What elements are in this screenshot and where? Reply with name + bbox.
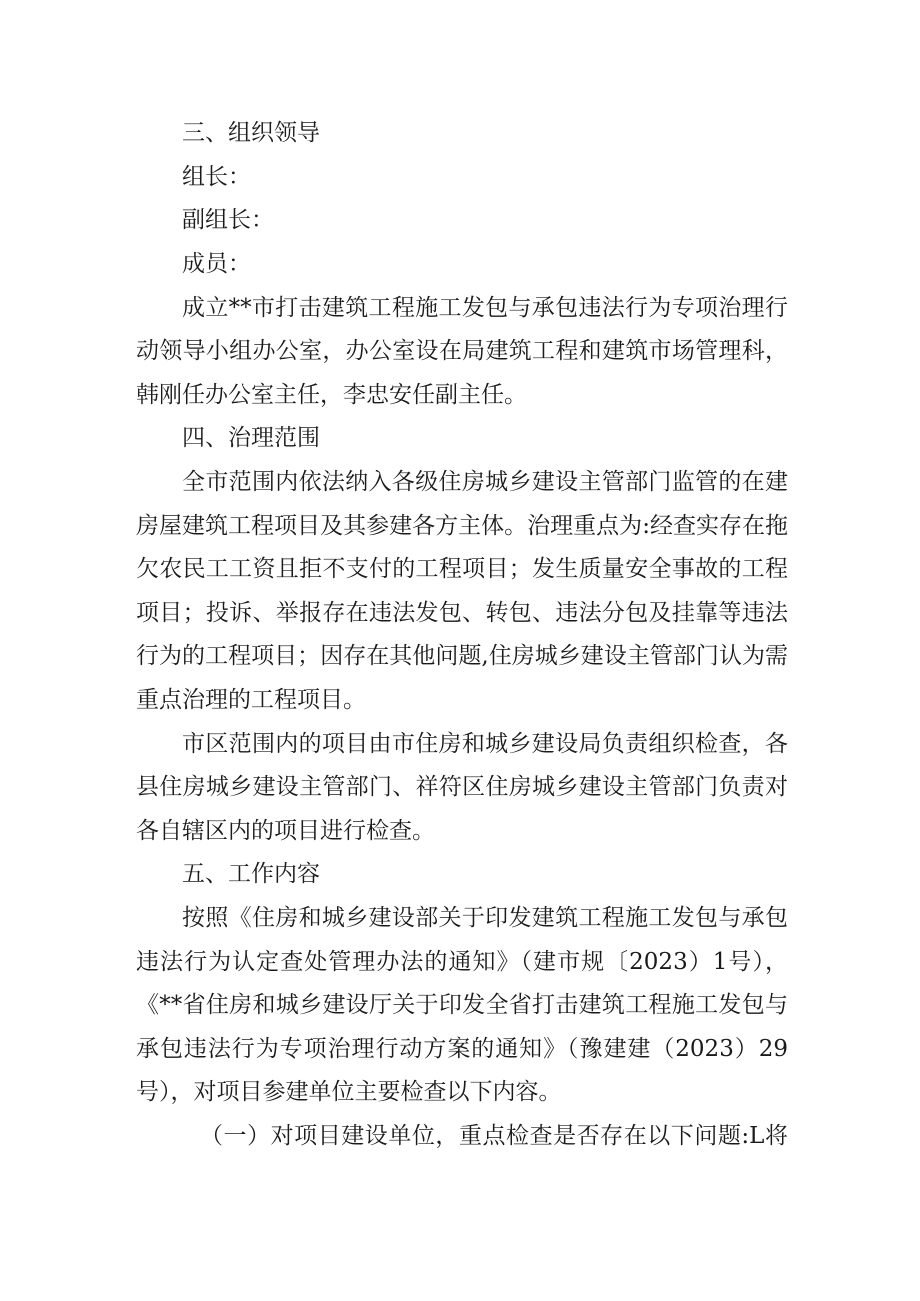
paragraph-line: 欠农民工工资且拒不支付的工程项目；发生质量安全事故的工程 bbox=[136, 556, 788, 582]
subsection-line: （一）对项目建设单位，重点检查是否存在以下问题:L将 bbox=[200, 1123, 788, 1149]
paragraph-line: 按照《住房和城乡建设部关于印发建筑工程施工发包与承包 bbox=[182, 905, 788, 931]
members-line: 成员： bbox=[182, 251, 251, 277]
paragraph-line: 重点治理的工程项目。 bbox=[136, 687, 366, 713]
paragraph-line: 各自辖区内的项目进行检查。 bbox=[136, 818, 435, 844]
paragraph-line: 动领导小组办公室，办公室设在局建筑工程和建筑市场管理科， bbox=[136, 338, 788, 364]
paragraph-line: 县住房城乡建设主管部门、祥符区住房城乡建设主管部门负责对 bbox=[136, 774, 788, 800]
paragraph-line: 承包违法行为专项治理行动方案的通知》（豫建建（2023）29 bbox=[136, 1036, 788, 1062]
paragraph-line: 违法行为认定查处管理办法的通知》（建市规〔2023）1号）， bbox=[136, 949, 788, 975]
paragraph-line: 号），对项目参建单位主要检查以下内容。 bbox=[136, 1079, 562, 1105]
paragraph-line: 项目；投诉、举报存在违法发包、转包、违法分包及挂靠等违法 bbox=[136, 600, 788, 626]
paragraph-line: 全市范围内依法纳入各级住房城乡建设主管部门监管的在建 bbox=[182, 469, 788, 495]
team-leader-line: 组长： bbox=[182, 164, 251, 190]
section-heading-scope: 四、治理范围 bbox=[182, 425, 320, 451]
deputy-leader-line: 副组长： bbox=[182, 207, 274, 233]
paragraph-line: 韩刚任办公室主任，李忠安任副主任。 bbox=[136, 382, 527, 408]
section-heading-organization: 三、组织领导 bbox=[182, 120, 320, 146]
paragraph-line: 市区范围内的项目由市住房和城乡建设局负责组织检查，各 bbox=[182, 731, 788, 757]
paragraph-line: 行为的工程项目；因存在其他问题,住房城乡建设主管部门认为需 bbox=[136, 643, 788, 669]
paragraph-line: 《**省住房和城乡建设厅关于印发全省打击建筑工程施工发包与 bbox=[136, 992, 788, 1018]
section-heading-work-content: 五、工作内容 bbox=[182, 861, 320, 887]
paragraph-line: 房屋建筑工程项目及其参建各方主体。治理重点为:经查实存在拖 bbox=[136, 513, 788, 539]
paragraph-line: 成立**市打击建筑工程施工发包与承包违法行为专项治理行 bbox=[182, 295, 788, 321]
